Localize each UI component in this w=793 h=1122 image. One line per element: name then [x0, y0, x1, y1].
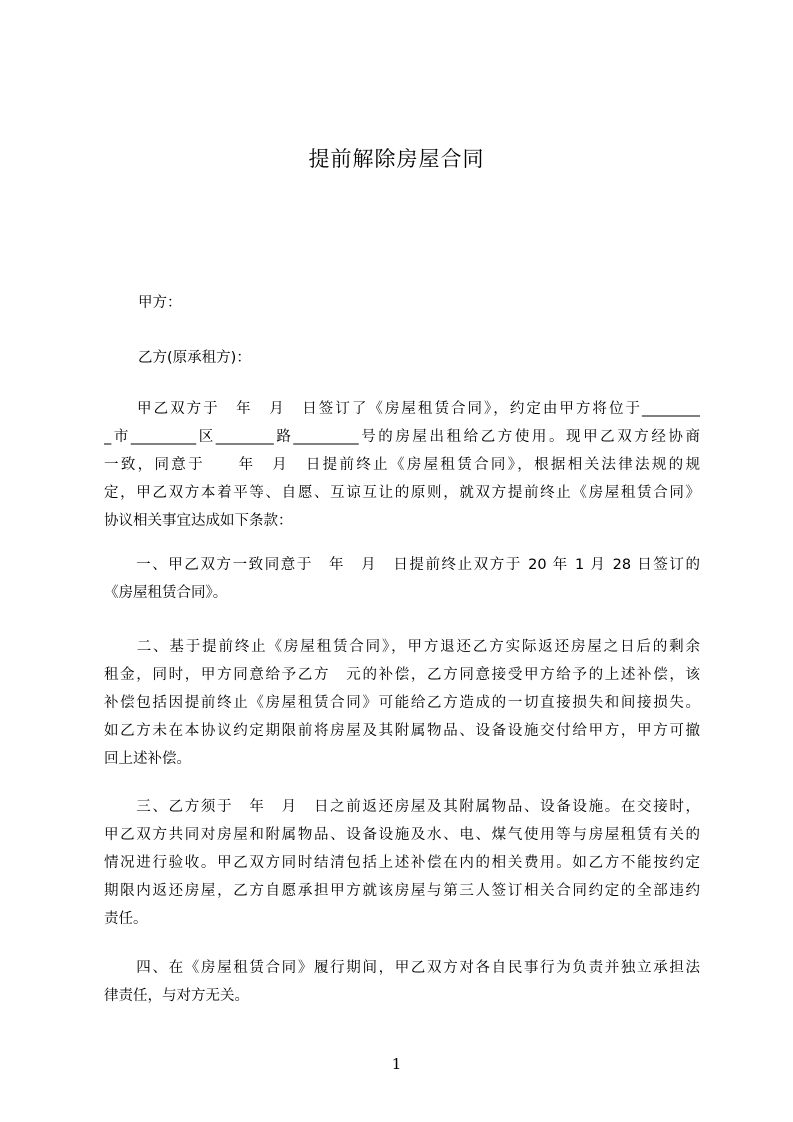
paragraph-line: 责任。 — [104, 911, 148, 927]
paragraph-line: 期限内返还房屋，乙方自愿承担甲方就该房屋与第三人签订相关合同约定的全部违约 — [104, 883, 700, 899]
clause-2-paragraph — [104, 633, 700, 773]
party-b-label: 乙方(原承租方)： — [138, 350, 251, 366]
paragraph-line: 情况进行验收。甲乙双方同时结清包括上述补偿在内的相关费用。如乙方不能按约定 — [104, 855, 700, 871]
page-number: 1 — [391, 1055, 402, 1073]
paragraph-line: 回上述补偿。 — [104, 751, 191, 767]
paragraph-line: 一致，同意于 年 月 日提前终止《房屋租赁合同》，根据相关法律法规的规 — [104, 457, 700, 473]
paragraph-line: 如乙方未在本协议约定期限前将房屋及其附属物品、设备设施交付给甲方，甲方可撤 — [104, 723, 700, 739]
paragraph-line: 协议相关事宜达成如下条款： — [104, 513, 293, 529]
paragraph-line: 补偿包括因提前终止《房屋租赁合同》可能给乙方造成的一切直接损失和间接损失。 — [104, 695, 700, 711]
paragraph-line: 甲乙双方于 年 月 日签订了《房屋租赁合同》，约定由甲方将位于________ — [104, 401, 700, 417]
paragraph-line: 《房屋租赁合同》。 — [104, 585, 228, 601]
paragraph-line: 四、在《房屋租赁合同》履行期间，甲乙双方对各自民事行为负责并独立承担法 — [104, 960, 700, 976]
document-title: 提前解除房屋合同 — [308, 147, 485, 171]
paragraph-line: 三、乙方须于 年 月 日之前返还房屋及其附属物品、设备设施。在交接时， — [104, 799, 700, 815]
paragraph-line: 租金，同时，甲方同意给予乙方 元的补偿，乙方同意接受甲方给予的上述补偿，该 — [104, 667, 700, 683]
clause-3-paragraph — [104, 793, 700, 933]
paragraph-line: _市_________区________路_________号的房屋出租给乙方使用。现甲乙双方经协商 — [104, 429, 700, 445]
paragraph-line: 律责任，与对方无关。 — [104, 988, 249, 1004]
intro-paragraph — [104, 395, 700, 535]
clause-1-paragraph — [104, 551, 700, 607]
party-a-label: 甲方： — [138, 295, 182, 311]
paragraph-line: 定，甲乙双方本着平等、自愿、互谅互让的原则，就双方提前终止《房屋租赁合同》 — [104, 485, 700, 501]
paragraph-line: 二、基于提前终止《房屋租赁合同》，甲方退还乙方实际返还房屋之日后的剩余 — [104, 639, 700, 655]
clause-4-paragraph — [104, 954, 700, 1010]
paragraph-line: 一、甲乙双方一致同意于 年 月 日提前终止双方于 20 年 1 月 28 日签订的 — [104, 557, 700, 573]
paragraph-line: 甲乙双方共同对房屋和附属物品、设备设施及水、电、煤气使用等与房屋租赁有关的 — [104, 827, 700, 843]
